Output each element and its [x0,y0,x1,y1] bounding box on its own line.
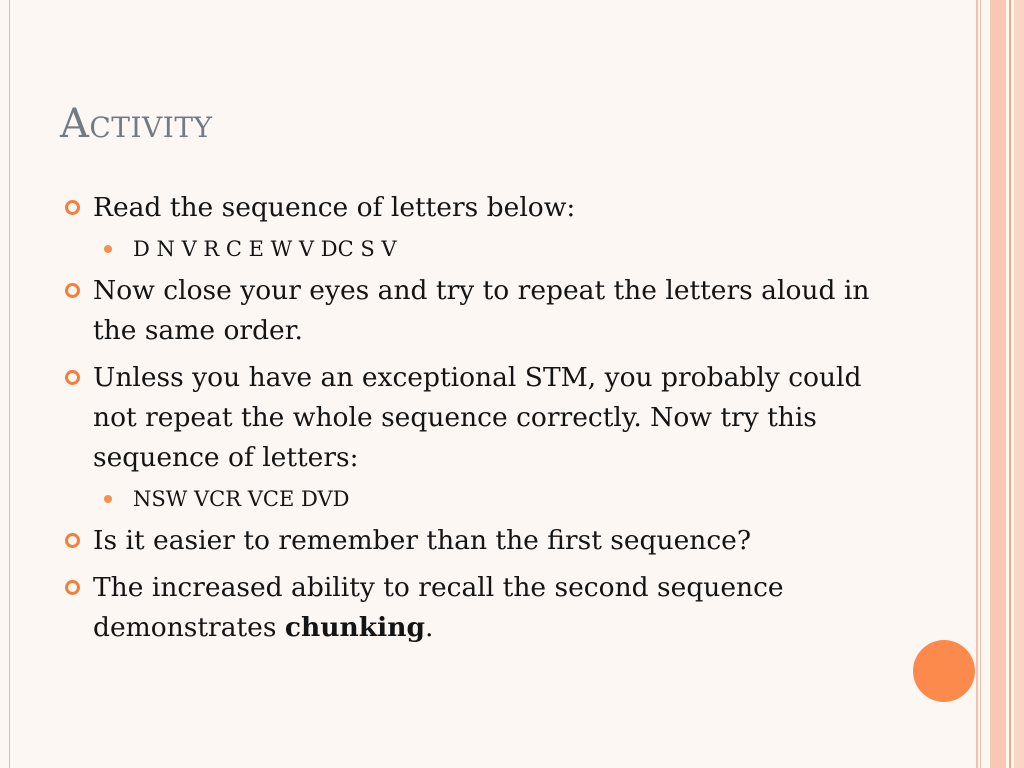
slide-title: Activity [60,101,213,147]
bullet-item [63,358,883,478]
stripe [976,0,978,768]
sub-bullet-text: D N V R C E W V DC S V [133,237,397,261]
dot-bullet-icon [104,245,112,253]
bullet-item [63,568,883,648]
sub-bullet-item [63,483,883,515]
orange-circle-decoration [913,640,975,702]
bullet-text: Is it easier to remember than the first sequence? [93,525,752,556]
bullet-text: Now close your eyes and try to repeat the letters aloud in the same order. [93,275,870,346]
dot-bullet-icon [104,495,112,503]
bullet-text: Read the sequence of letters below: [93,192,576,223]
sub-bullet-text: NSW VCR VCE DVD [133,487,350,511]
bullet-item [63,188,883,228]
stripe [1009,0,1011,768]
ring-bullet-icon [65,370,80,385]
ring-bullet-icon [65,580,80,595]
sub-bullet-item [63,233,883,265]
bullet-text-before: The increased ability to recall the second sequence demonstrates [93,572,784,643]
right-decorative-stripes [976,0,1024,768]
stripe [990,0,1006,768]
stripe [980,0,981,768]
bullet-text-after: . [425,612,434,643]
bullet-item [63,271,883,351]
left-border-line [9,0,10,768]
ring-bullet-icon [65,283,80,298]
bullet-text: Unless you have an exceptional STM, you probably could not repeat the whole sequence correctly. Now try this sequence of letters: [93,362,862,473]
bullet-item [63,521,883,561]
chunking-emphasis: chunking [284,612,426,643]
slide-content [63,188,883,655]
ring-bullet-icon [65,200,80,215]
stripe [1014,0,1024,768]
ring-bullet-icon [65,533,80,548]
